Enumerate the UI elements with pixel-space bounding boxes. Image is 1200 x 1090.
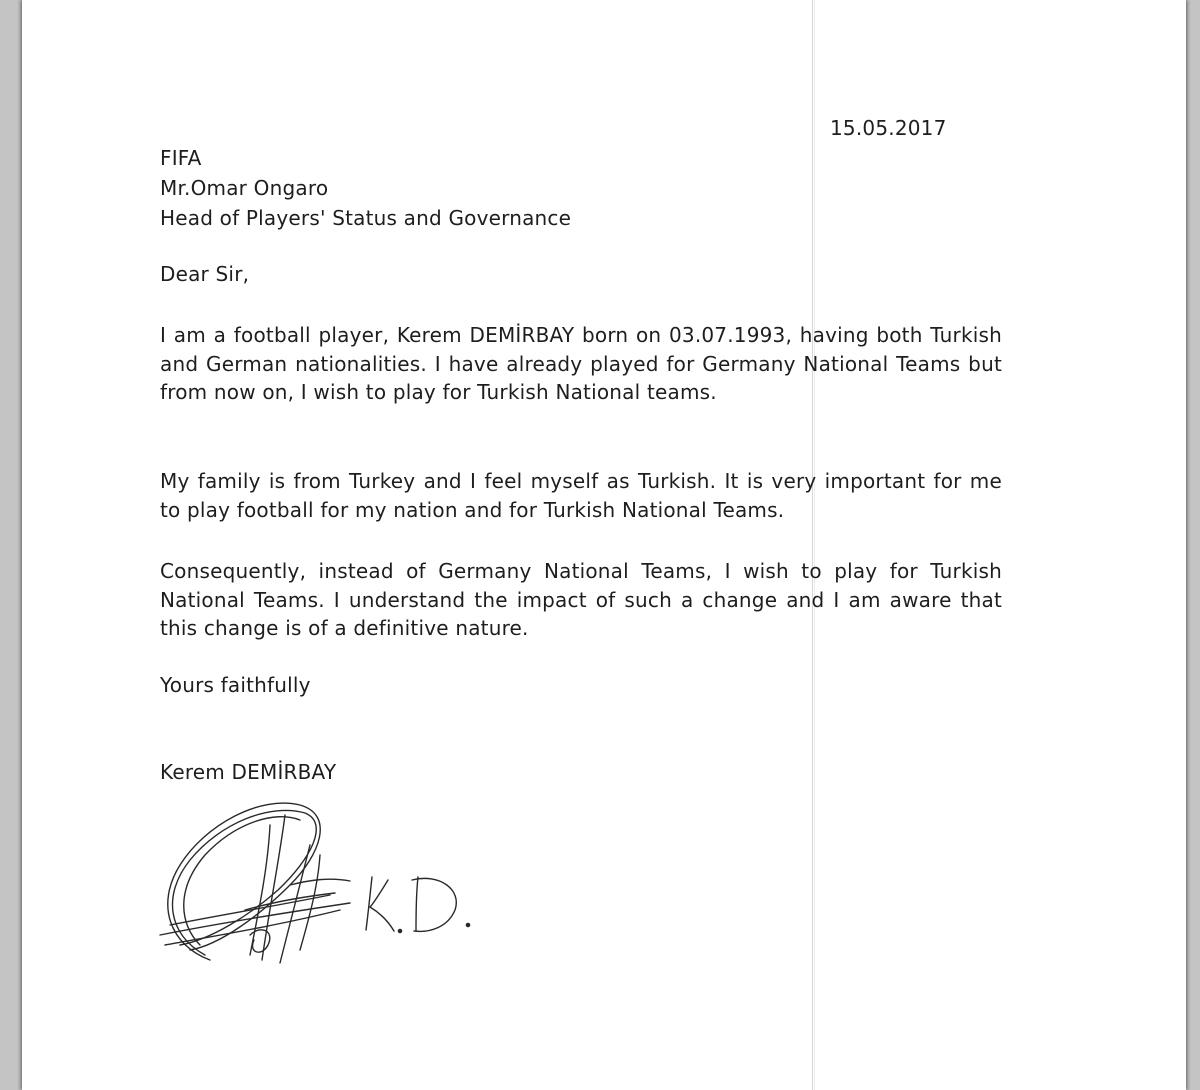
recipient-title: Head of Players' Status and Governance xyxy=(160,206,572,230)
letter-date: 15.05.2017 xyxy=(830,116,947,140)
recipient-block xyxy=(160,143,571,233)
salutation: Dear Sir, xyxy=(160,262,250,286)
page-fold-shadow xyxy=(814,0,815,1090)
paragraph-2: My family is from Turkey and I feel myself as Turkish. It is very important for me to play football for my nation and for Turkish National Teams. xyxy=(160,469,1002,522)
recipient-organization: FIFA xyxy=(160,146,202,170)
page-fold-line xyxy=(812,0,813,1090)
signer-name: Kerem DEMİRBAY xyxy=(160,760,337,784)
closing: Yours faithfully xyxy=(160,673,311,697)
handwritten-signature xyxy=(150,785,490,975)
paragraph-1: I am a football player, Kerem DEMİRBAY born on 03.07.1993, having both Turkish and German nationalities. I have already played for Germany National Teams but from now on, I wish to play for Turkish National teams. xyxy=(160,323,1002,404)
paragraph-3: Consequently, instead of Germany National Teams, I wish to play for Turkish National Teams. I understand the impact of such a change and I am aware that this change is of a definitive nature. xyxy=(160,559,1002,640)
recipient-name: Mr.Omar Ongaro xyxy=(160,176,329,200)
